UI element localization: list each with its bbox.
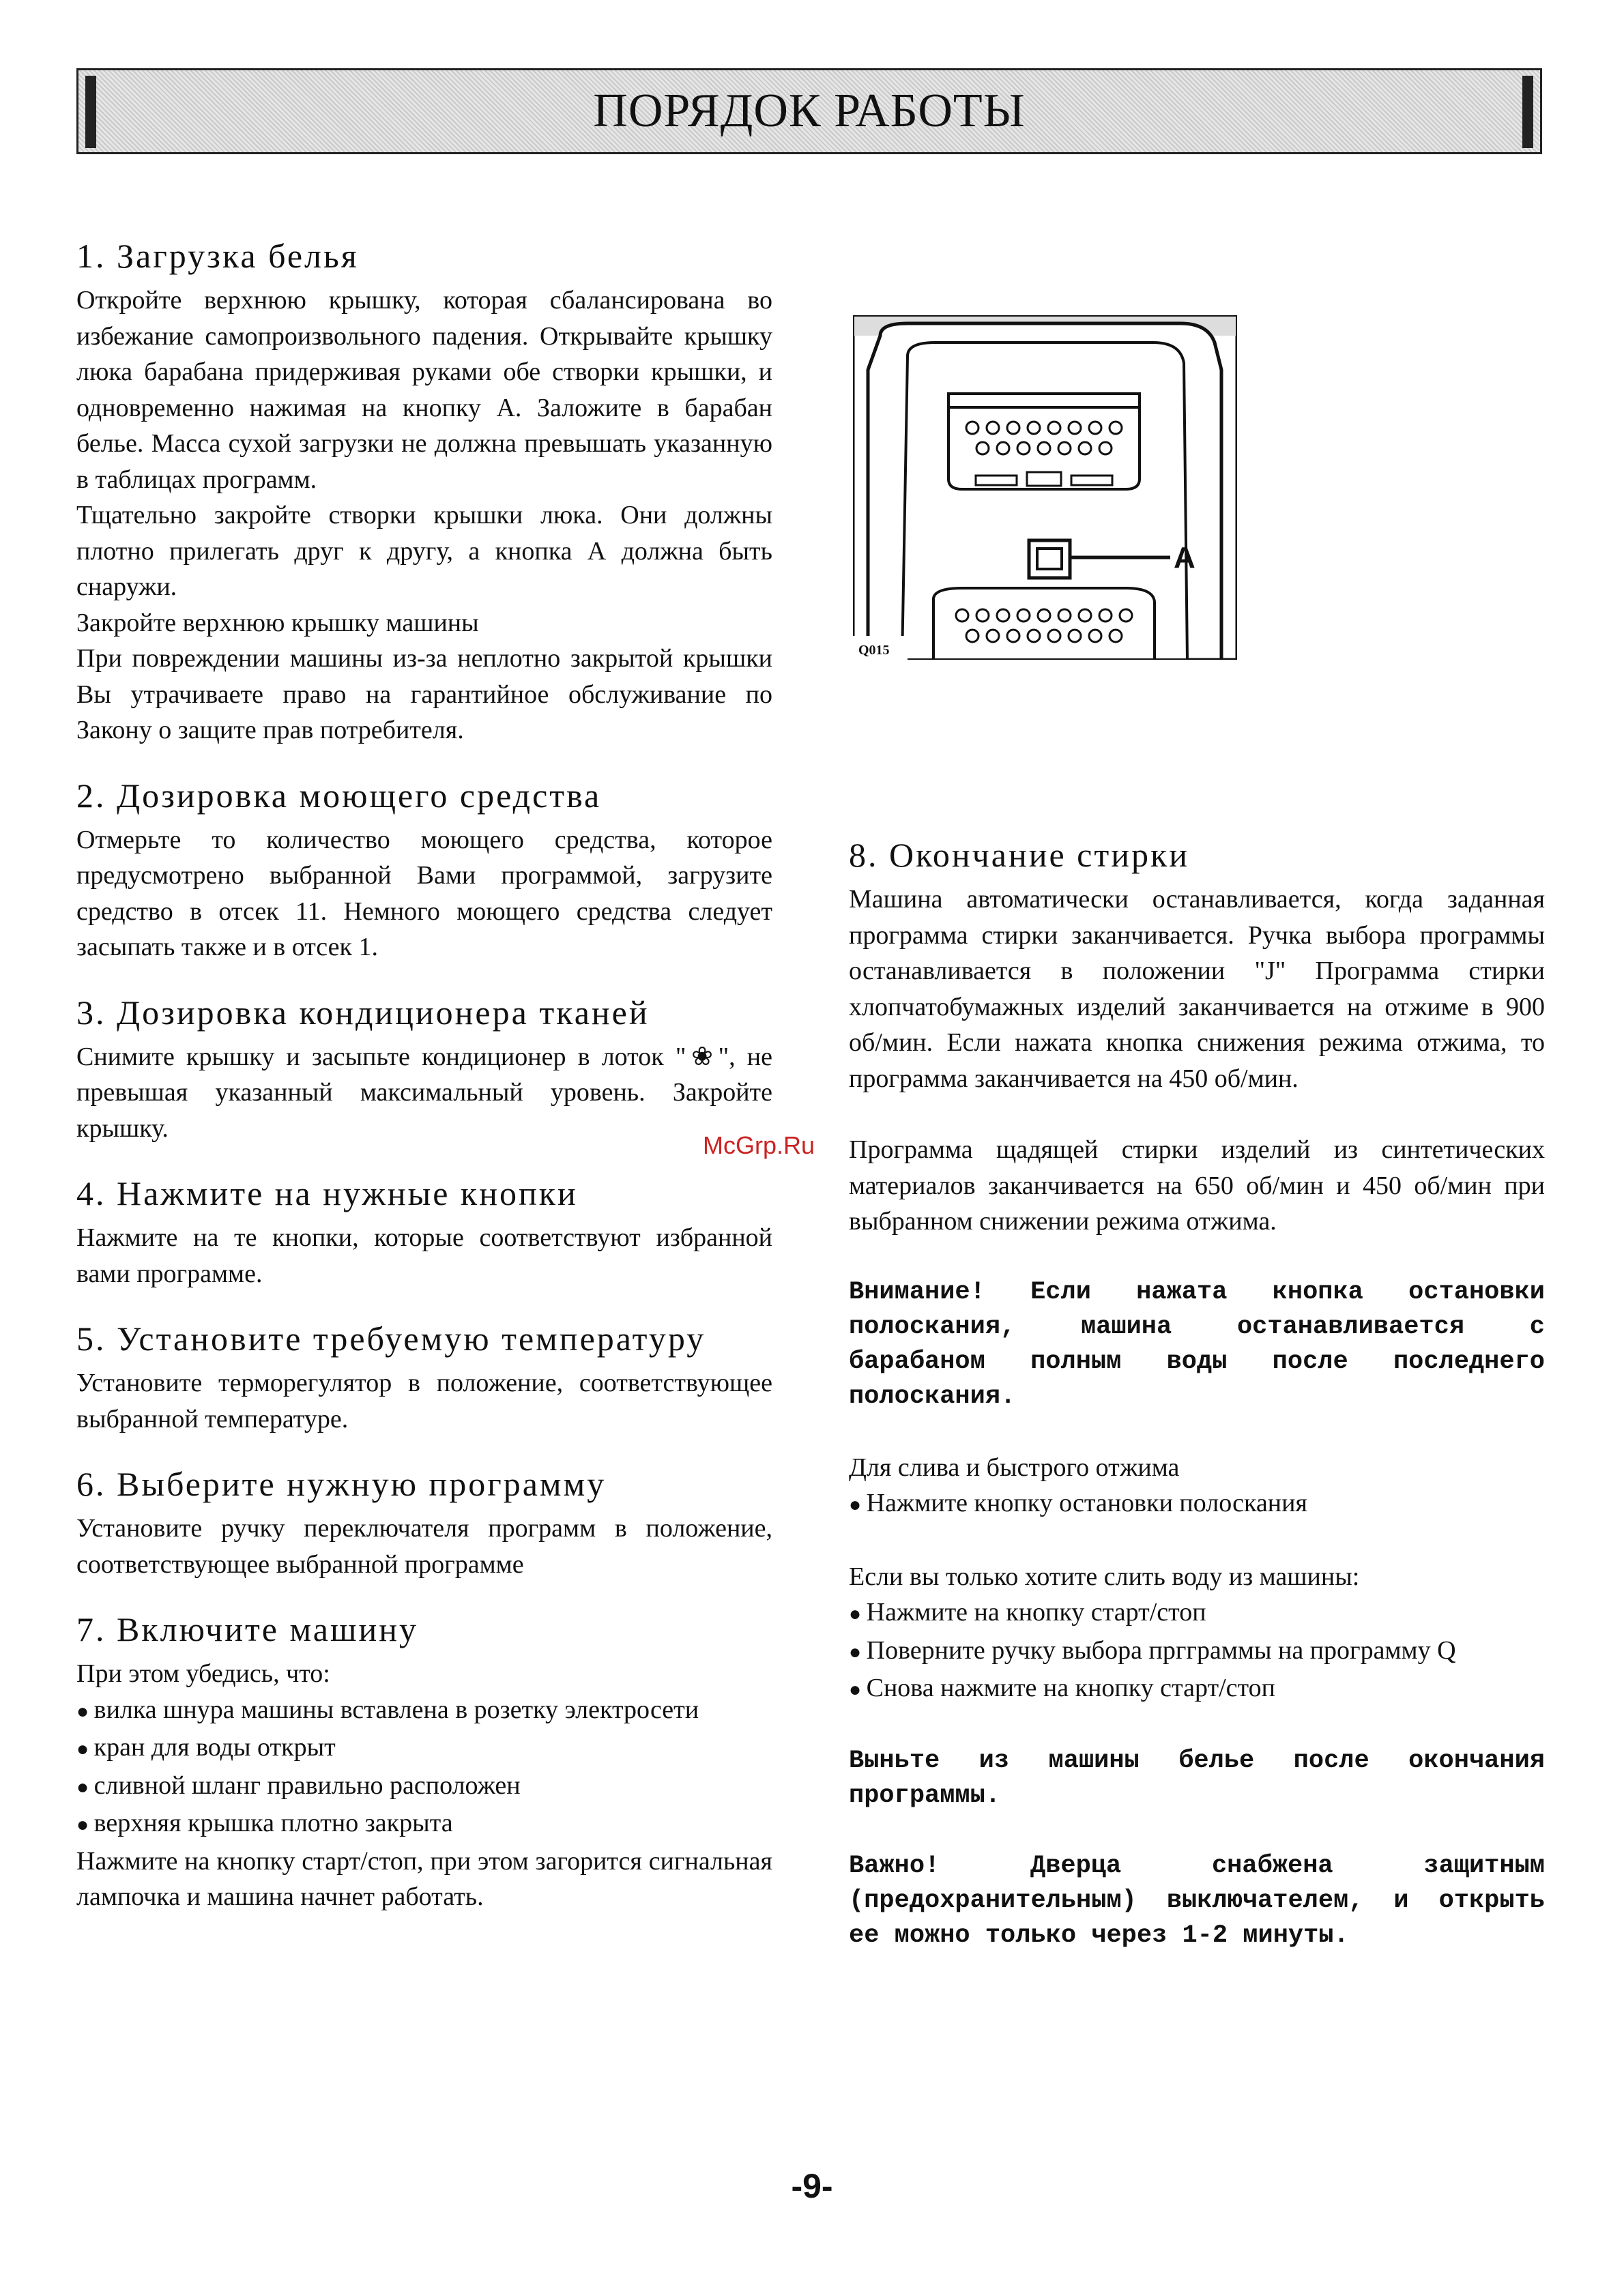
important-paragraph: Важно! Дверца снабжена защитным (предохранительным) выключателем, и открыть ее можно только через 1-2 минуты. [849,1851,1545,1950]
list-item: ● Снова нажмите на кнопку старт/стоп [849,1670,1545,1708]
paragraph: При повреждении машины из-за неплотно закрытой крышки Вы утрачиваете право на гарантийное обслуживание по Закону о защите прав потребителя. [76,644,772,744]
page-number: -9- [791,2167,833,2205]
list-item: ● Нажмите на кнопку старт/стоп [849,1594,1545,1633]
list-item: ● вилка шнура машины вставлена в розетку электросети [76,1692,772,1730]
section-heading: 2. Дозировка моющего средства [76,776,602,815]
section-heading: 5. Установите требуемую температуру [76,1320,706,1358]
list-item: ● Поверните ручку выбора пргграммы на программу Q [849,1633,1545,1671]
paragraph: Нажмите на те кнопки, которые соответствуют избранной вами программе. [76,1223,772,1288]
paragraph: Закройте верхнюю крышку машины [76,608,479,637]
callout-label: A [1174,541,1195,574]
section-buttons [76,1174,772,1292]
section-detergent [76,776,772,965]
left-column [76,236,772,1942]
section-heading: 3. Дозировка кондиционера тканей [76,993,650,1032]
section-temperature [76,1319,772,1437]
paragraph: Выньте из машины белье после окончания программы. [849,1746,1545,1810]
machine-drawing [853,315,1237,660]
figure-code: Q015 [858,643,890,658]
list-item: ● кран для воды открыт [76,1730,772,1768]
paragraph: Снимите крышку и засыпьте кондиционер в лоток "❀", не превышая указанный максимальный уровень. Закройте крышку. [76,1042,772,1143]
watermark: McGrp.Ru [703,1131,815,1159]
paragraph: Программа щадящей стирки изделий из синтетических материалов заканчивается на 650 об/мин и 450 об/мин при выбранном снижении режима отжима. [849,1135,1545,1236]
paragraph: Машина автоматически останавливается, когда заданная программа стирки заканчивается. Ручка выбора программы останавливается в положении "J" Программа стирки хлопчатобумажных изделий заканчивается на отжиме в 900 об/мин. Если нажата кнопка снижения режима отжима, то программа заканчивается на 450 об/мин. [849,885,1545,1093]
list-item: ● сливной шланг правильно расположен [76,1768,772,1806]
page-title-bar [76,68,1542,154]
section-start [76,1609,772,1915]
paragraph: Установите терморегулятор в положение, соответствующее выбранной температуре. [76,1369,772,1433]
paragraph: Если вы только хотите слить воду из машины: [849,1562,1360,1591]
section-heading: 6. Выберите нужную программу [76,1465,607,1503]
paragraph: Откройте верхнюю крышку, которая сбалансирована во избежание самопроизвольного падения. Открывайте крышку люка барабана придерживая руками обе створки крышки, и одновременно нажимая на кнопку А. Заложите в барабан белье. Масса сухой загрузки не должна превышать указанную в таблицах программ. [76,286,772,494]
section-loading [76,236,772,748]
warning-paragraph: Внимание! Если нажата кнопка остановки полоскания, машина останавливается с барабаном полным воды после последнего полоскания. [849,1277,1545,1411]
right-column [849,835,1545,1953]
page-title: ПОРЯДОК РАБОТЫ [593,85,1026,137]
section-program [76,1464,772,1582]
list-item: ● верхняя крышка плотно закрыта [76,1805,772,1844]
section-heading: 4. Нажмите на нужные кнопки [76,1174,578,1212]
paragraph: При этом убедись, что: [76,1659,330,1688]
section-softener [76,993,772,1147]
section-heading: 8. Окончание стирки [849,836,1190,874]
paragraph: Для слива и быстрого отжима [849,1453,1180,1482]
paragraph: Отмерьте то количество моющего средства, которое предусмотрено выбранной Вами программой, загрузите средство в отсек 11. Немного моющего средства следует засыпать также и в отсек 1. [76,825,772,961]
section-heading: 1. Загрузка белья [76,237,359,275]
paragraph: Установите ручку переключателя программ в положение, соответствующее выбранной программе [76,1514,772,1579]
paragraph: Тщательно закройте створки крышки люка. Они должны плотно прилегать друг к другу, а кнопка А должна быть снаружи. [76,501,772,601]
list-item: ● Нажмите кнопку остановки полоскания [849,1485,1545,1524]
paragraph: Нажмите на кнопку старт/стоп, при этом загорится сигнальная лампочка и машина начнет работать. [76,1846,772,1911]
washing-machine-illustration [853,315,1237,660]
section-heading: 7. Включите машину [76,1610,418,1648]
